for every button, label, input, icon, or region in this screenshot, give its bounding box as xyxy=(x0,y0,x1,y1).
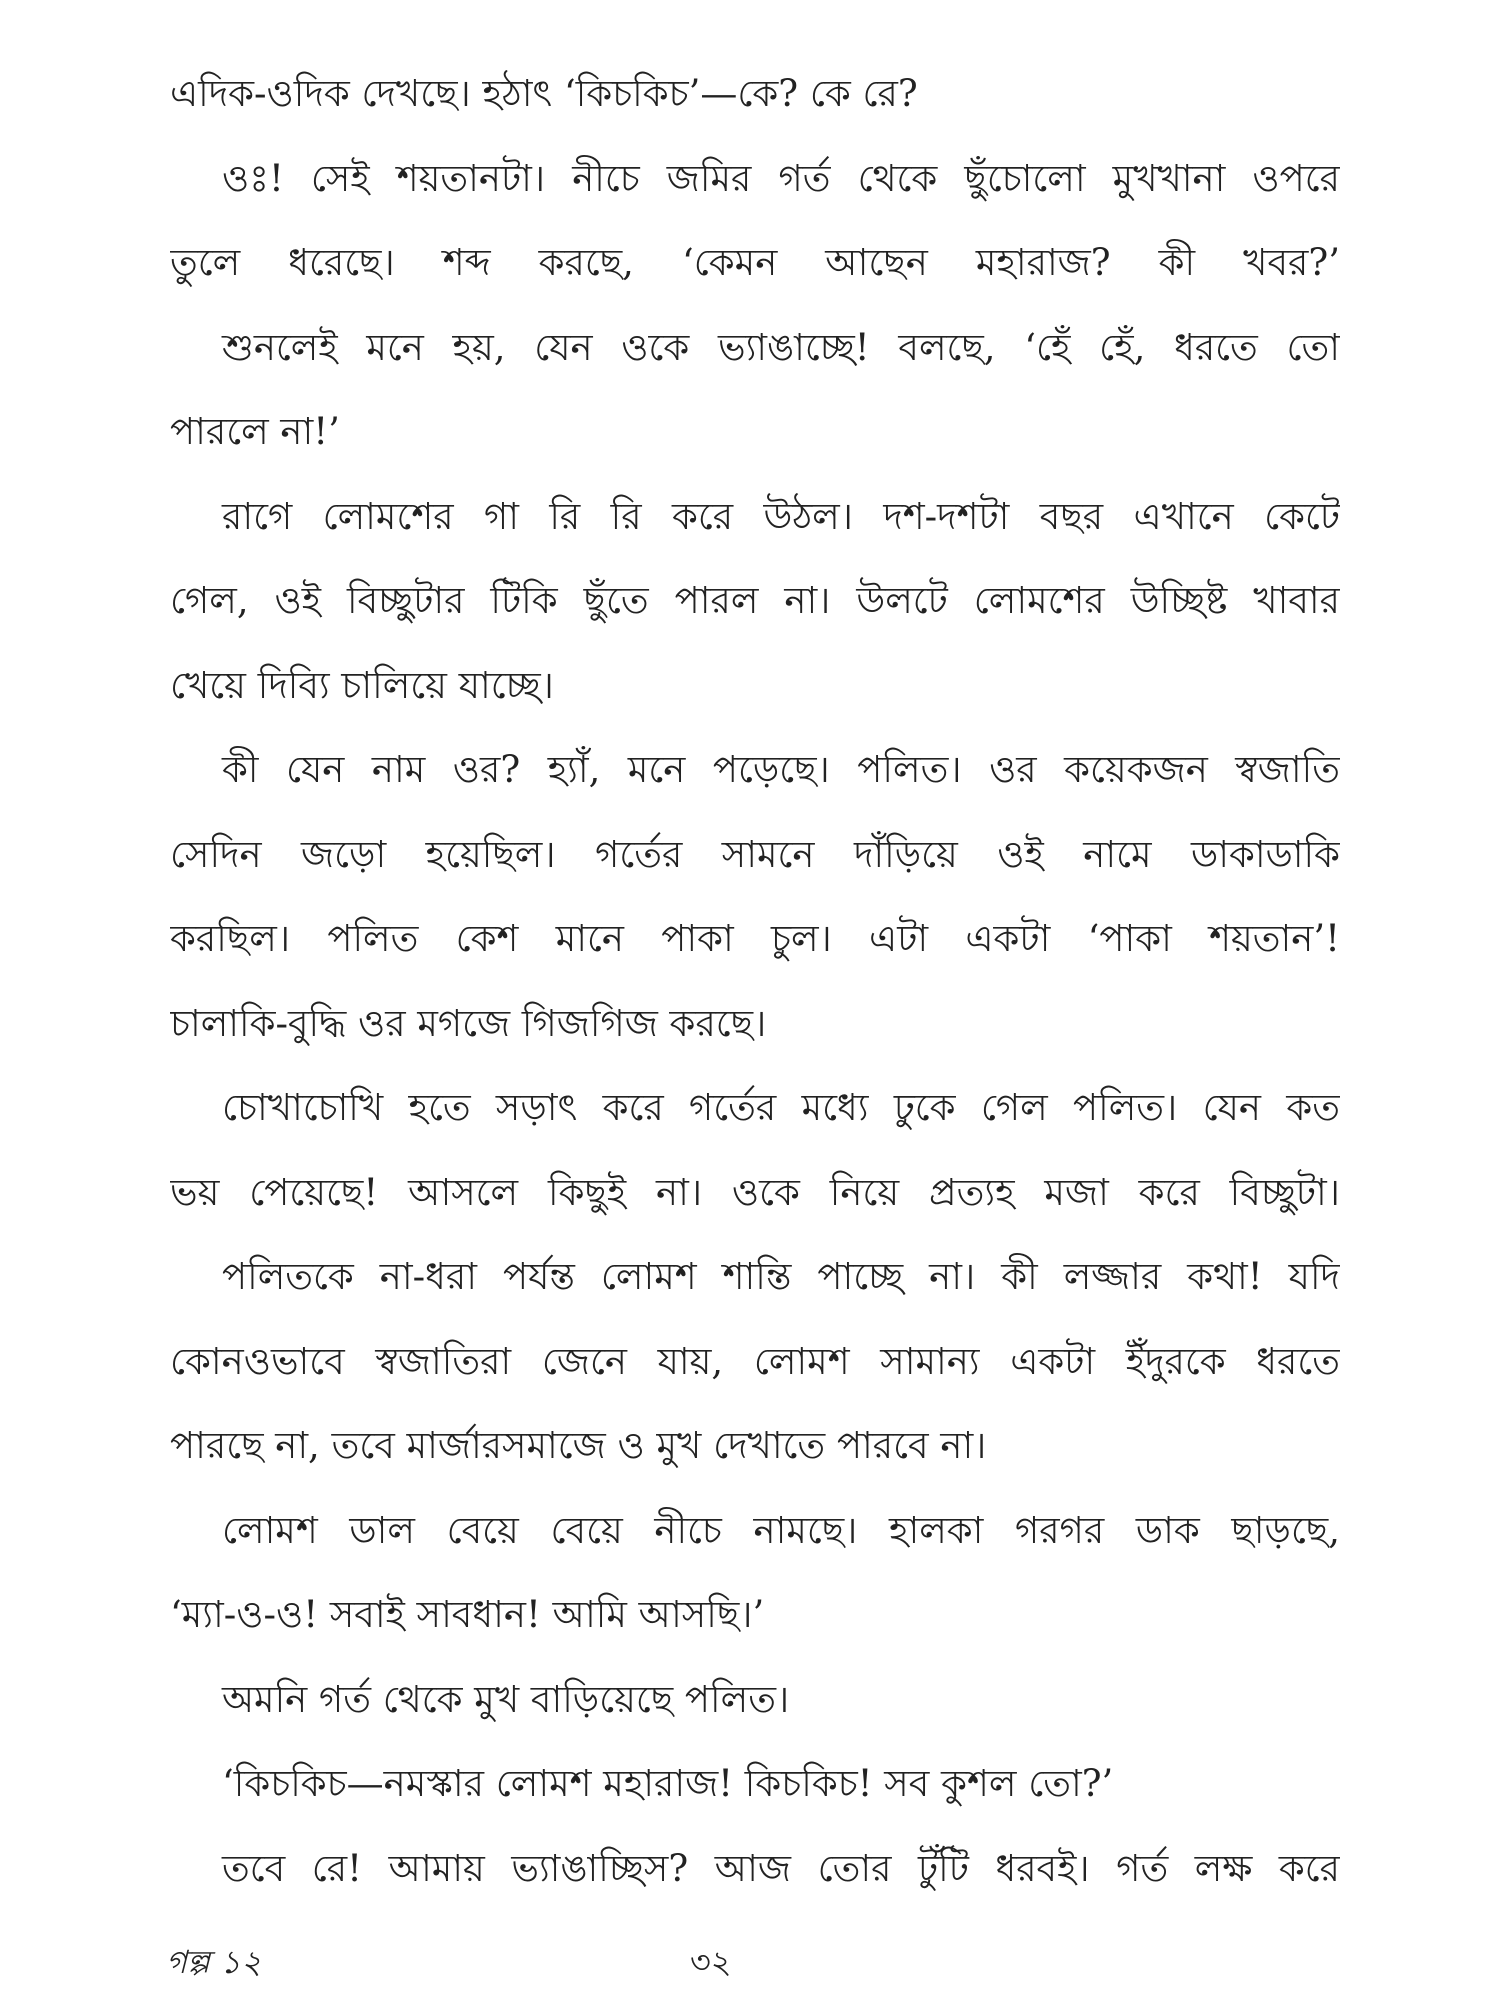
text-line: চোখাচোখি হতে সড়াৎ করে গর্তের মধ্যে ঢুকে গেল পলিত। যেন কত xyxy=(222,1086,1340,1129)
page-number: ৩২ xyxy=(690,1943,732,1981)
text-line: ‘কিচকিচ—নমস্কার লোমশ মহারাজ! কিচকিচ! সব কুশল তো?’ xyxy=(222,1762,1114,1805)
text-line: পলিতকে না-ধরা পর্যন্ত লোমশ শান্তি পাচ্ছে না। কী লজ্জার কথা! যদি xyxy=(222,1255,1340,1298)
text-line: ওঃ! সেই শয়তানটা। নীচে জমির গর্ত থেকে ছুঁচোলো মুখখানা ওপরে xyxy=(222,156,1340,200)
text-line: কোনওভাবে স্বজাতিরা জেনে যায়, লোমশ সামান্য একটা ইঁদুরকে ধরতে xyxy=(170,1339,1340,1383)
text-line: ভয় পেয়েছে! আসলে কিছুই না। ওকে নিয়ে প্রত্যহ মজা করে বিচ্ছুটা। xyxy=(170,1170,1340,1214)
text-line: তুলে ধরেছে। শব্দ করছে, ‘কেমন আছেন মহারাজ? কী খবর?’ xyxy=(170,241,1340,284)
footer-label: গল্প ১২ xyxy=(166,1943,262,1981)
text-line: পারছে না, তবে মার্জারসমাজে ও মুখ দেখাতে পারবে না। xyxy=(170,1424,987,1467)
text-line: রাগে লোমশের গা রি রি করে উঠল। দশ-দশটা বছর এখানে কেটে xyxy=(222,494,1340,538)
text-line: অমনি গর্ত থেকে মুখ বাড়িয়েছে পলিত। xyxy=(222,1677,790,1721)
story-text xyxy=(170,52,1340,1911)
text-line: সেদিন জড়ো হয়েছিল। গর্তের সামনে দাঁড়িয়ে ওই নামে ডাকাডাকি xyxy=(170,832,1340,876)
text-line: কী যেন নাম ওর? হ্যাঁ, মনে পড়েছে। পলিত। ওর কয়েকজন স্বজাতি xyxy=(222,748,1340,791)
page-footer xyxy=(0,1940,1500,1984)
text-line: গেল, ওই বিচ্ছুটার টিকি ছুঁতে পারল না। উলটে লোমশের উচ্ছিষ্ট খাবার xyxy=(170,579,1340,622)
text-line: এদিক-ওদিক দেখছে। হঠাৎ ‘কিচকিচ’—কে? কে রে? xyxy=(170,72,918,115)
text-line: খেয়ে দিব্যি চালিয়ে যাচ্ছে। xyxy=(170,663,554,707)
text-line: ‘ম্যা-ও-ও! সবাই সাবধান! আমি আসছি।’ xyxy=(170,1593,765,1636)
text-line: পারলে না!’ xyxy=(170,410,340,453)
text-line: চালাকি-বুদ্ধি ওর মগজে গিজগিজ করছে। xyxy=(170,1001,767,1045)
text-line: করছিল। পলিত কেশ মানে পাকা চুল। এটা একটা ‘পাকা শয়তান’! xyxy=(170,917,1340,960)
text-line: তবে রে! আমায় ভ্যাঙাচ্ছিস? আজ তোর টুঁটি ধরবই। গর্ত লক্ষ করে xyxy=(222,1846,1340,1890)
text-line: লোমশ ডাল বেয়ে বেয়ে নীচে নামছে। হালকা গরগর ডাক ছাড়ছে, xyxy=(222,1508,1340,1552)
text-line: শুনলেই মনে হয়, যেন ওকে ভ্যাঙাচ্ছে! বলছে, ‘হেঁ হেঁ, ধরতে তো xyxy=(222,325,1340,369)
